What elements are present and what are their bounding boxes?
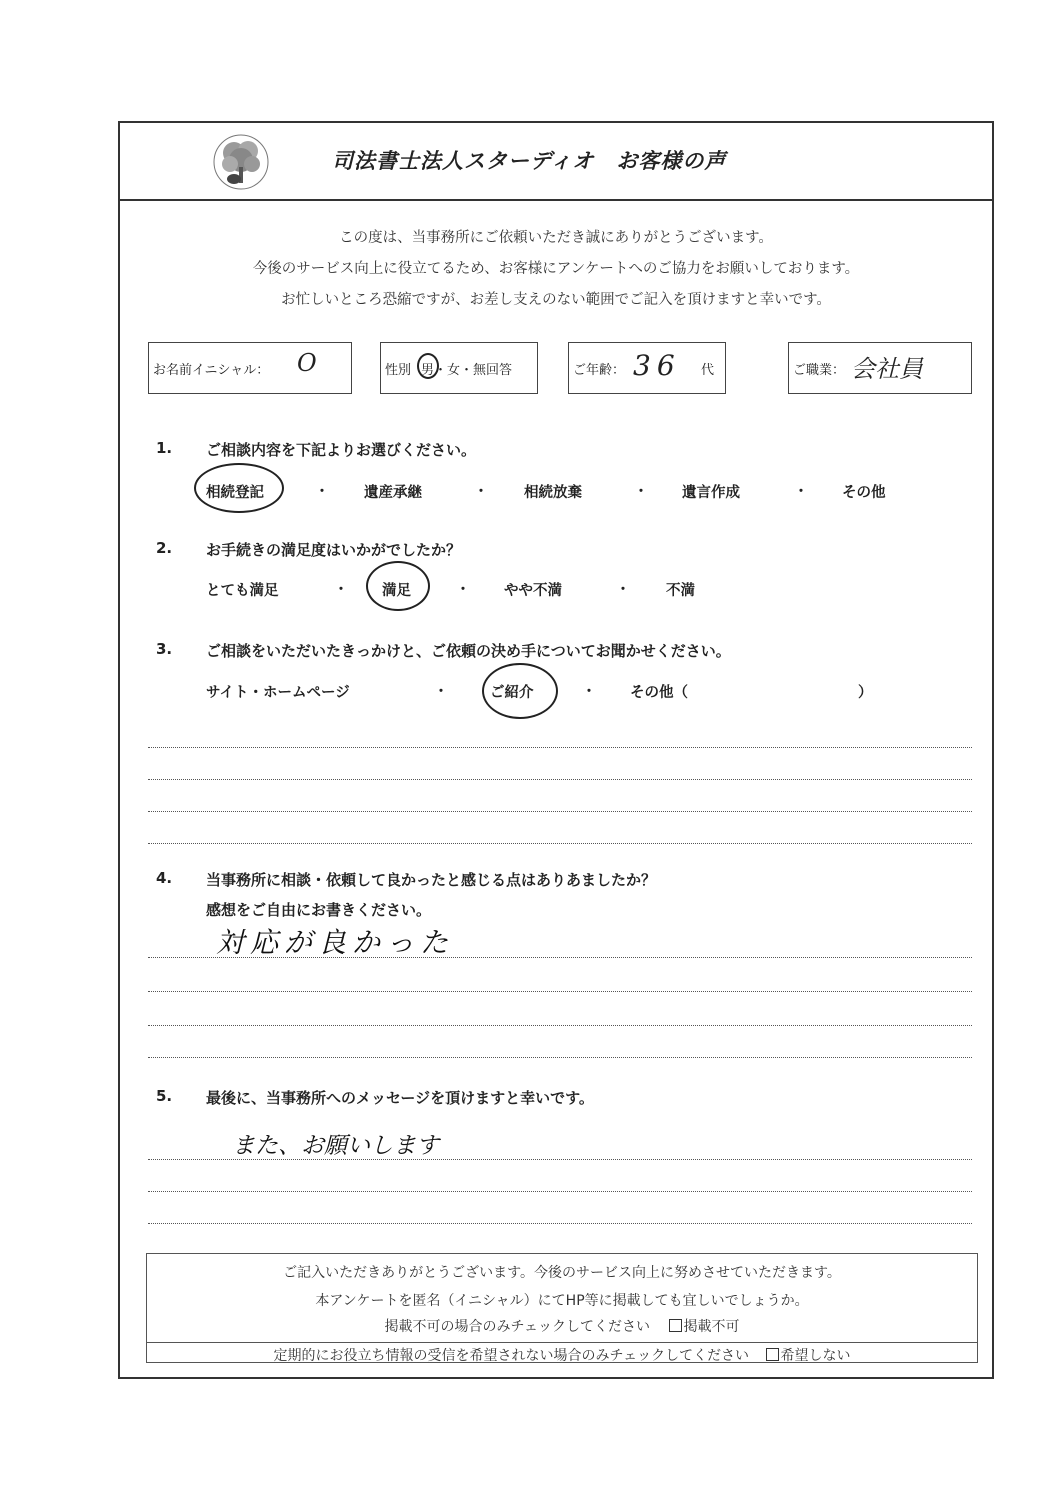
checkbox-icon xyxy=(766,1348,779,1361)
q3-answer-line-1[interactable] xyxy=(148,747,972,748)
q1-option-4[interactable]: 遺言作成 xyxy=(682,485,740,501)
q2-sep: ・ xyxy=(616,582,630,598)
q1-option-2[interactable]: 遺産承継 xyxy=(364,485,422,501)
intro-line-2: 今後のサービス向上に役立てるため、お客様にアンケートへのご協力をお願いしております。 xyxy=(252,261,860,277)
q2-text: お手続きの満足度はいかがでしたか？ xyxy=(206,541,462,559)
age-label: ご年齢： xyxy=(573,363,626,378)
q5-answer-line-1[interactable] xyxy=(148,1159,972,1160)
q3-option-close: ） xyxy=(858,685,873,701)
footer-line-3-text: 掲載不可の場合のみチェックしてください xyxy=(384,1319,651,1335)
q1-option-5[interactable]: その他 xyxy=(842,485,886,501)
no-info-label: 希望しない xyxy=(780,1348,851,1364)
tree-logo-icon xyxy=(212,133,270,191)
q1-selected-mark xyxy=(194,463,284,513)
q3-answer-line-2[interactable] xyxy=(148,779,972,780)
footer-line-1: ご記入いただきありがとうございます。今後のサービス向上に努めさせていただきます。 xyxy=(283,1265,841,1281)
footer-box xyxy=(146,1253,978,1363)
q1-number: 1. xyxy=(156,439,173,457)
initial-label: お名前イニシャル： xyxy=(153,363,270,378)
q3-sep: ・ xyxy=(434,684,448,700)
q2-option-3[interactable]: やや不満 xyxy=(504,583,562,599)
q1-sep: ・ xyxy=(794,484,808,500)
job-label: ご職業： xyxy=(793,363,846,378)
no-publish-checkbox[interactable] xyxy=(669,1319,740,1335)
age-suffix: 代 xyxy=(701,363,715,378)
q4-number: 4. xyxy=(156,869,173,887)
age-field[interactable] xyxy=(568,342,726,394)
q1-sep: ・ xyxy=(474,484,488,500)
survey-form xyxy=(118,121,994,1379)
checkbox-icon xyxy=(669,1319,682,1332)
initial-field[interactable] xyxy=(148,342,352,394)
gender-label: 性別 xyxy=(385,363,412,378)
intro-line-1: この度は、当事務所にご依頼いただき誠にありがとうございます。 xyxy=(339,230,773,246)
q4-answer-line-4[interactable] xyxy=(148,1057,972,1058)
q2-sep: ・ xyxy=(334,582,348,598)
gender-options: 男・女・無回答 xyxy=(421,363,513,378)
q3-sep: ・ xyxy=(582,684,596,700)
age-value: 36 xyxy=(633,349,681,382)
q5-text: 最後に、当事務所へのメッセージを頂けますと幸いです。 xyxy=(206,1089,594,1107)
q3-option-2[interactable]: ご紹介 xyxy=(490,685,534,701)
q4-text: 当事務所に相談・依頼して良かったと感じる点はありあましたか？ xyxy=(206,871,657,889)
q5-answer-line-2[interactable] xyxy=(148,1191,972,1192)
no-publish-label: 掲載不可 xyxy=(683,1319,740,1335)
q2-selected-mark xyxy=(366,561,430,611)
q3-answer-line-4[interactable] xyxy=(148,843,972,844)
gender-selected-mark xyxy=(417,353,439,379)
q5-number: 5. xyxy=(156,1087,173,1105)
q3-answer-line-3[interactable] xyxy=(148,811,972,812)
footer-line-2: 本アンケートを匿名（イニシャル）にてHP等に掲載しても宜しいでしょうか。 xyxy=(315,1293,809,1309)
q1-sep: ・ xyxy=(315,484,329,500)
q4-answer-line-1[interactable] xyxy=(148,957,972,958)
q2-option-1[interactable]: とても満足 xyxy=(206,583,279,599)
q5-answer: また、お願いします xyxy=(232,1133,439,1159)
footer-line-3 xyxy=(147,1316,977,1336)
intro-text xyxy=(120,223,992,316)
job-value: 会社員 xyxy=(851,355,923,383)
form-header xyxy=(120,123,992,201)
q2-option-2[interactable]: 満足 xyxy=(382,583,411,599)
q3-option-3[interactable]: その他（ xyxy=(630,685,688,701)
q1-text: ご相談内容を下記よりお選びください。 xyxy=(206,441,477,459)
q2-sep: ・ xyxy=(456,582,470,598)
q1-sep: ・ xyxy=(634,484,648,500)
footer-line-4-text: 定期的にお役立ち情報の受信を希望されない場合のみチェックしてください xyxy=(273,1348,750,1364)
job-field[interactable] xyxy=(788,342,972,394)
q4-answer-line-2[interactable] xyxy=(148,991,972,992)
q1-option-3[interactable]: 相続放棄 xyxy=(524,485,582,501)
q5-answer-line-3[interactable] xyxy=(148,1223,972,1224)
q2-option-4[interactable]: 不満 xyxy=(666,583,695,599)
intro-line-3: お忙しいところ恐縮ですが、お差し支えのない範囲でご記入を頂けますと幸いです。 xyxy=(281,292,831,308)
q3-option-1[interactable]: サイト・ホームページ xyxy=(206,685,350,701)
page-title: 司法書士法人スターディオ お客様の声 xyxy=(332,149,727,173)
footer-line-4 xyxy=(147,1342,977,1364)
q3-number: 3. xyxy=(156,640,173,658)
q1-option-1[interactable]: 相続登記 xyxy=(206,485,264,501)
gender-field[interactable] xyxy=(380,342,538,394)
q4-answer: 対応が良かった xyxy=(216,926,455,959)
no-info-checkbox[interactable] xyxy=(766,1348,851,1364)
q3-text: ご相談をいただいたきっかけと、ご依頼の決め手についてお聞かせください。 xyxy=(206,642,731,660)
q4-text-2: 感想をご自由にお書きください。 xyxy=(206,901,432,919)
q4-answer-line-3[interactable] xyxy=(148,1025,972,1026)
q3-selected-mark xyxy=(482,663,558,719)
q2-number: 2. xyxy=(156,539,173,557)
initial-value: O xyxy=(297,349,317,377)
